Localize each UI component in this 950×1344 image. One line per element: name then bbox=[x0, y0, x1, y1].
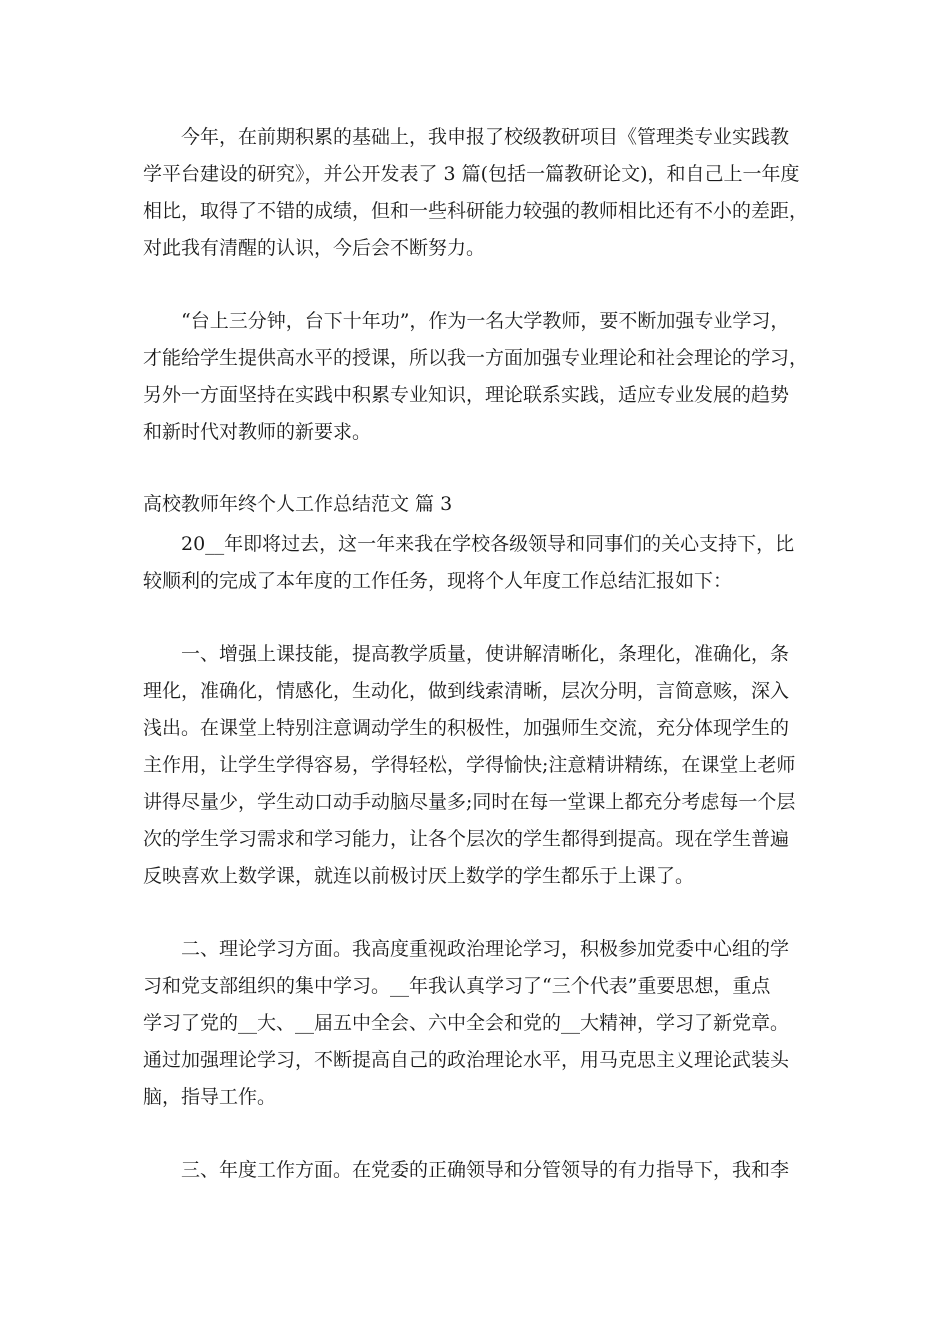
paragraph-4-line-6: 次的学生学习需求和学习能力，让各个层次的学生都得到提高。现在学生普遍 bbox=[143, 828, 790, 850]
paragraph-4-line-5: 讲得尽量少，学生动口动手动脑尽量多;同时在每一堂课上都充分考虑每一个层 bbox=[143, 791, 796, 813]
paragraph-2-line-1: “台上三分钟，台下十年功”，作为一名大学教师，要不断加强专业学习， bbox=[181, 310, 790, 332]
paragraph-1-line-4: 对此我有清醒的认识，今后会不断努力。 bbox=[143, 237, 486, 259]
paragraph-4-line-1: 一、增强上课技能，提高教学质量，使讲解清晰化，条理化，准确化，条 bbox=[181, 643, 790, 665]
paragraph-2-line-4: 和新时代对教师的新要求。 bbox=[143, 421, 372, 443]
paragraph-2-line-2: 才能给学生提供高水平的授课，所以我一方面加强专业理论和社会理论的学习， bbox=[143, 347, 809, 369]
paragraph-4-line-3: 浅出。在课堂上特别注意调动学生的积极性，加强师生交流，充分体现学生的 bbox=[143, 717, 790, 739]
paragraph-6-line-1: 三、年度工作方面。在党委的正确领导和分管领导的有力指导下，我和李 bbox=[181, 1159, 790, 1181]
paragraph-1-line-1: 今年，在前期积累的基础上，我申报了校级教研项目《管理类专业实践教 bbox=[181, 126, 790, 148]
paragraph-4-line-2: 理化，准确化，情感化，生动化，做到线索清晰，层次分明，言简意赅，深入 bbox=[143, 680, 790, 702]
paragraph-5-line-5: 脑，指导工作。 bbox=[143, 1086, 277, 1108]
paragraph-2-line-3: 另外一方面坚持在实践中积累专业知识，理论联系实践，适应专业发展的趋势 bbox=[143, 384, 790, 406]
paragraph-5-line-4: 通过加强理论学习，不断提高自己的政治理论水平，用马克思主义理论武装头 bbox=[143, 1049, 790, 1071]
paragraph-1-line-2: 学平台建设的研究》，并公开发表了 3 篇(包括一篇教研论文)，和自己上一年度 bbox=[143, 163, 800, 185]
section-heading: 高校教师年终个人工作总结范文 篇 3 bbox=[143, 493, 453, 515]
paragraph-5-line-3: 学习了党的__大、__届五中全会、六中全会和党的__大精神，学习了新党章。 bbox=[143, 1012, 790, 1034]
paragraph-4-line-7: 反映喜欢上数学课，就连以前极讨厌上数学的学生都乐于上课了。 bbox=[143, 865, 695, 887]
paragraph-3-line-2: 较顺利的完成了本年度的工作任务，现将个人年度工作总结汇报如下： bbox=[143, 570, 733, 592]
paragraph-4-line-4: 主作用，让学生学得容易，学得轻松，学得愉快;注意精讲精练，在课堂上老师 bbox=[143, 754, 796, 776]
paragraph-3-line-1: 20__年即将过去，这一年来我在学校各级领导和同事们的关心支持下，比 bbox=[181, 533, 795, 555]
paragraph-1-line-3: 相比，取得了不错的成绩，但和一些科研能力较强的教师相比还有不小的差距， bbox=[143, 200, 809, 222]
paragraph-5-line-2: 习和党支部组织的集中学习。__年我认真学习了“三个代表”重要思想，重点 bbox=[143, 975, 771, 997]
paragraph-5-line-1: 二、理论学习方面。我高度重视政治理论学习，积极参加党委中心组的学 bbox=[181, 938, 790, 960]
